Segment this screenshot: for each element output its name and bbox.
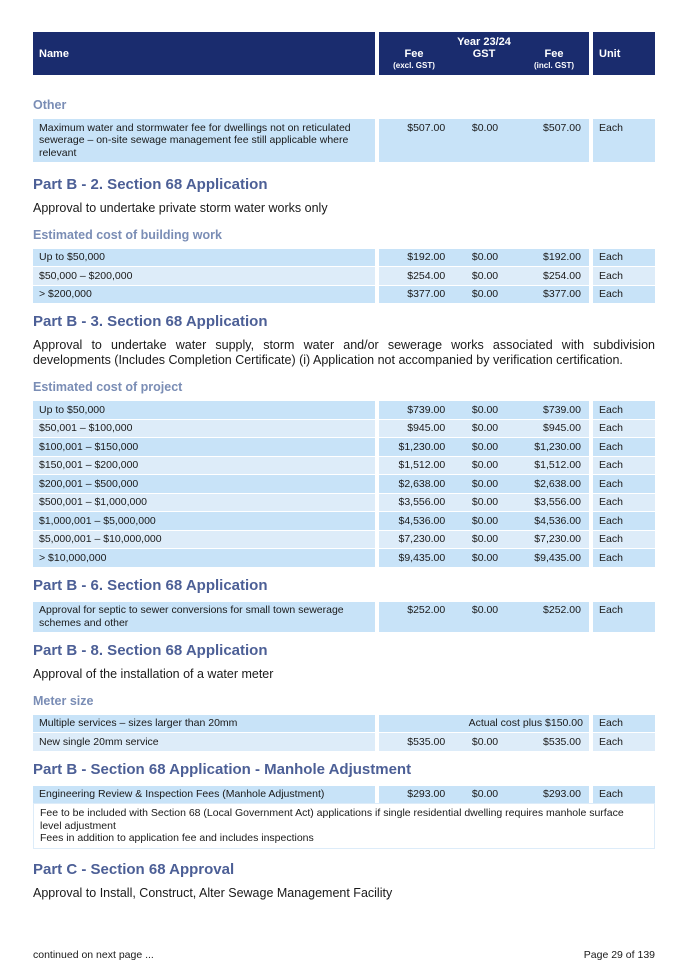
table-row: $200,001 – $500,000 $2,638.00 $0.00 $2,638.00 Each [33,475,655,493]
table-row: $100,001 – $150,000 $1,230.00 $0.00 $1,230.00 Each [33,438,655,456]
section-subtitle-other: Other [33,98,67,112]
part-b2-table [33,249,655,304]
table-header [33,32,655,75]
section-title-part-b6: Part B - 6. Section 68 Application [33,576,268,594]
table-row: > $200,000 $377.00 $0.00 $377.00 Each [33,286,655,304]
section-title-part-b8: Part B - 8. Section 68 Application [33,641,268,659]
section-subtitle-part-b2: Estimated cost of building work [33,227,222,242]
part-b8-table [33,715,655,751]
section-title-part-b3: Part B - 3. Section 68 Application [33,313,268,330]
section-title-part-b2: Part B - 2. Section 68 Application [33,175,268,193]
page-footer [33,949,655,961]
header-fee-excl: Fee (excl. GST) [393,48,435,70]
table-row: $150,001 – $200,000 $1,512.00 $0.00 $1,512.00 Each [33,457,655,475]
section-desc-part-c: Approval to Install, Construct, Alter Sewage Management Facility [33,885,393,900]
table-row: $1,000,001 – $5,000,000 $4,536.00 $0.00 $4,536.00 Each [33,512,655,530]
header-year: Year 23/24 [457,36,511,48]
header-fee-incl: Fee (incl. GST) [534,48,574,70]
section-subtitle-part-b8: Meter size [33,693,94,708]
table-row: Maximum water and stormwater fee for dwellings not on reticulated sewerage – on-site sewage management fee still applicable where relevant $507.00 $0.00 $507.00 Each [33,119,655,162]
page-number: Page 29 of 139 [583,949,655,961]
part-b3-table [33,401,655,567]
table-row: $5,000,001 – $10,000,000 $7,230.00 $0.00 $7,230.00 Each [33,531,655,549]
table-row: > $10,000,000 $9,435.00 $0.00 $9,435.00 Each [33,549,655,567]
table-row: Approval for septic to sewer conversions for small town sewerage schemes and other $252.00 $0.00 $252.00 Each [33,602,655,632]
table-row: Engineering Review & Inspection Fees (Manhole Adjustment) $293.00 $0.00 $293.00 Each [33,786,655,804]
section-desc-part-b3: Approval to undertake water supply, storm water and/or sewerage works associated with subdivision developments (Includes Completion Certificate) (i) Application not accompanied by verification certification. [33,338,655,367]
header-gst: GST [472,48,496,60]
header-name: Name [33,32,375,75]
table-row: $500,001 – $1,000,000 $3,556.00 $0.00 $3,556.00 Each [33,494,655,512]
manhole-table [33,786,655,849]
section-desc-part-b8: Approval of the installation of a water meter [33,666,274,681]
section-title-part-c: Part C - Section 68 Approval [33,860,235,878]
section-title-manhole: Part B - Section 68 Application - Manhole Adjustment [33,760,412,778]
other-table [33,119,655,162]
part-b6-table [33,602,655,632]
table-row: New single 20mm service $535.00 $0.00 $535.00 Each [33,733,655,751]
section-desc-part-b2: Approval to undertake private storm water works only [33,200,328,215]
table-row: $50,000 – $200,000 $254.00 $0.00 $254.00 Each [33,267,655,285]
table-row: Up to $50,000 $739.00 $0.00 $739.00 Each [33,401,655,419]
table-row: Up to $50,000 $192.00 $0.00 $192.00 Each [33,249,655,267]
header-unit: Unit [593,32,655,75]
manhole-note: Fee to be included with Section 68 (Local Government Act) applications if single residential dwelling requires manhole surface level adjustment Fees in addition to application fee and includes inspections [33,803,655,849]
table-row: $50,001 – $100,000 $945.00 $0.00 $945.00 Each [33,420,655,438]
section-subtitle-part-b3: Estimated cost of project [33,380,183,394]
header-year-group [379,32,589,75]
continued-note: continued on next page ... [33,949,154,961]
table-row: Multiple services – sizes larger than 20mm Actual cost plus $150.00 Each [33,715,655,733]
fee-schedule-page [33,32,655,913]
